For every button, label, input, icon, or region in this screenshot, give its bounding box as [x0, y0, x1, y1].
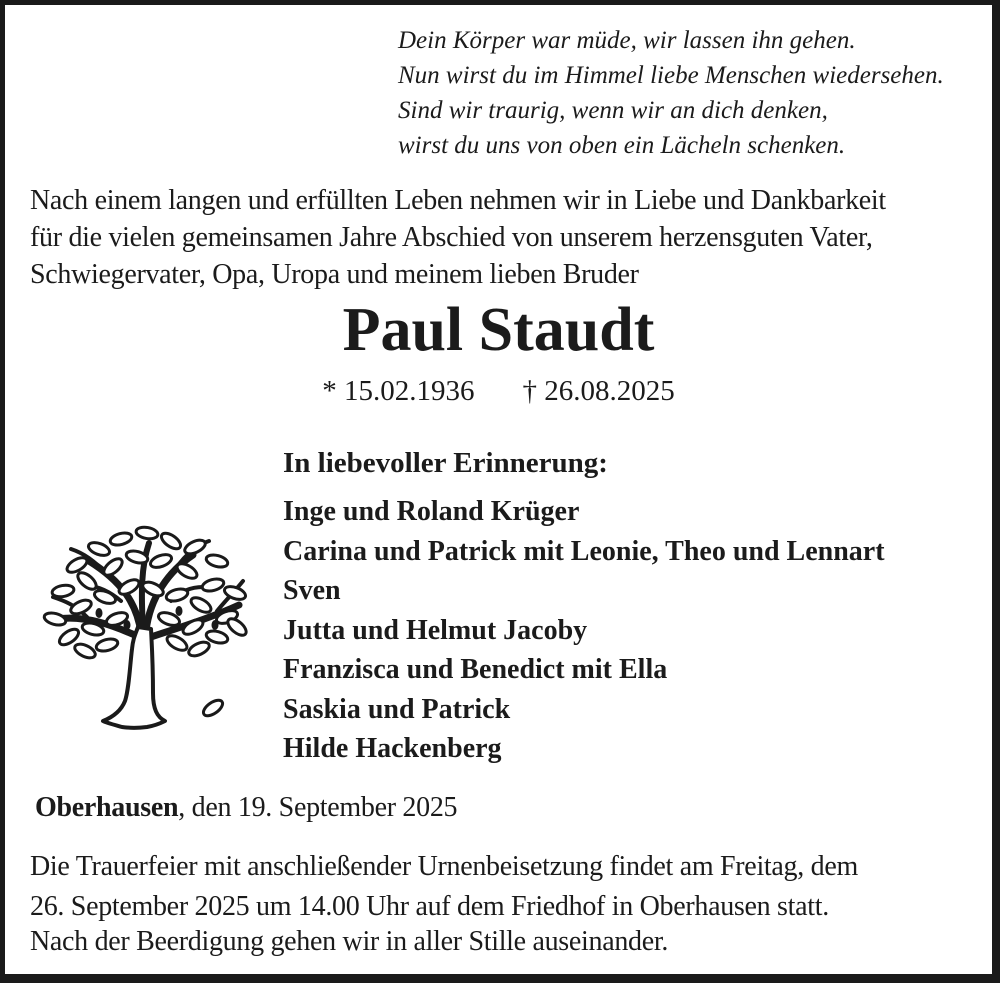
mourners-list [283, 492, 885, 769]
poem [398, 23, 944, 163]
memorial-heading: In liebevoller Erinnerung: [283, 447, 608, 479]
poem-line: Dein Körper war müde, wir lassen ihn gehen. [398, 27, 856, 54]
closing-line: Nach der Beerdigung gehen wir in aller Stille auseinander. [30, 926, 669, 957]
death-date: † 26.08.2025 [522, 375, 675, 407]
mourner-line: Franzisca und Benedict mit Ella [283, 654, 668, 685]
intro-line: Schwiegervater, Opa, Uropa und meinem lieben Bruder [30, 259, 639, 290]
place-name: Oberhausen [35, 792, 179, 823]
life-dates [5, 375, 992, 408]
mourner-line: Hilde Hackenberg [283, 733, 502, 764]
mourner-line: Jutta und Helmut Jacoby [283, 614, 588, 646]
intro-line: Nach einem langen und erfüllten Leben nehmen wir in Liebe und Dankbarkeit [30, 185, 886, 216]
intro-line: für die vielen gemeinsamen Jahre Abschied von unserem herzensguten Vater, [30, 222, 873, 253]
funeral-line: 26. September 2025 um 14.00 Uhr auf dem Friedhof in Oberhausen statt. [30, 891, 829, 922]
mourner-line: Sven [283, 575, 341, 606]
poem-line: wirst du uns von oben ein Lächeln schenken. [398, 132, 846, 159]
intro-paragraph [30, 182, 886, 293]
mourner-line: Inge und Roland Krüger [283, 496, 580, 527]
mourner-line: Carina und Patrick mit Leonie, Theo und Lennart [283, 535, 885, 567]
tree-icon [29, 505, 251, 733]
mourner-line: Saskia und Patrick [283, 693, 511, 725]
deceased-name: Paul Staudt [342, 296, 655, 364]
poem-line: Sind wir traurig, wenn wir an dich denken, [398, 97, 828, 124]
poem-line: Nun wirst du im Himmel liebe Menschen wiedersehen. [398, 62, 944, 89]
date-text: , den 19. September 2025 [178, 792, 458, 823]
funeral-line: Die Trauerfeier mit anschließender Urnenbeisetzung findet am Freitag, dem [30, 851, 858, 882]
funeral-info [30, 847, 858, 927]
birth-date: * 15.02.1936 [322, 375, 475, 407]
place-date-line [35, 792, 457, 824]
